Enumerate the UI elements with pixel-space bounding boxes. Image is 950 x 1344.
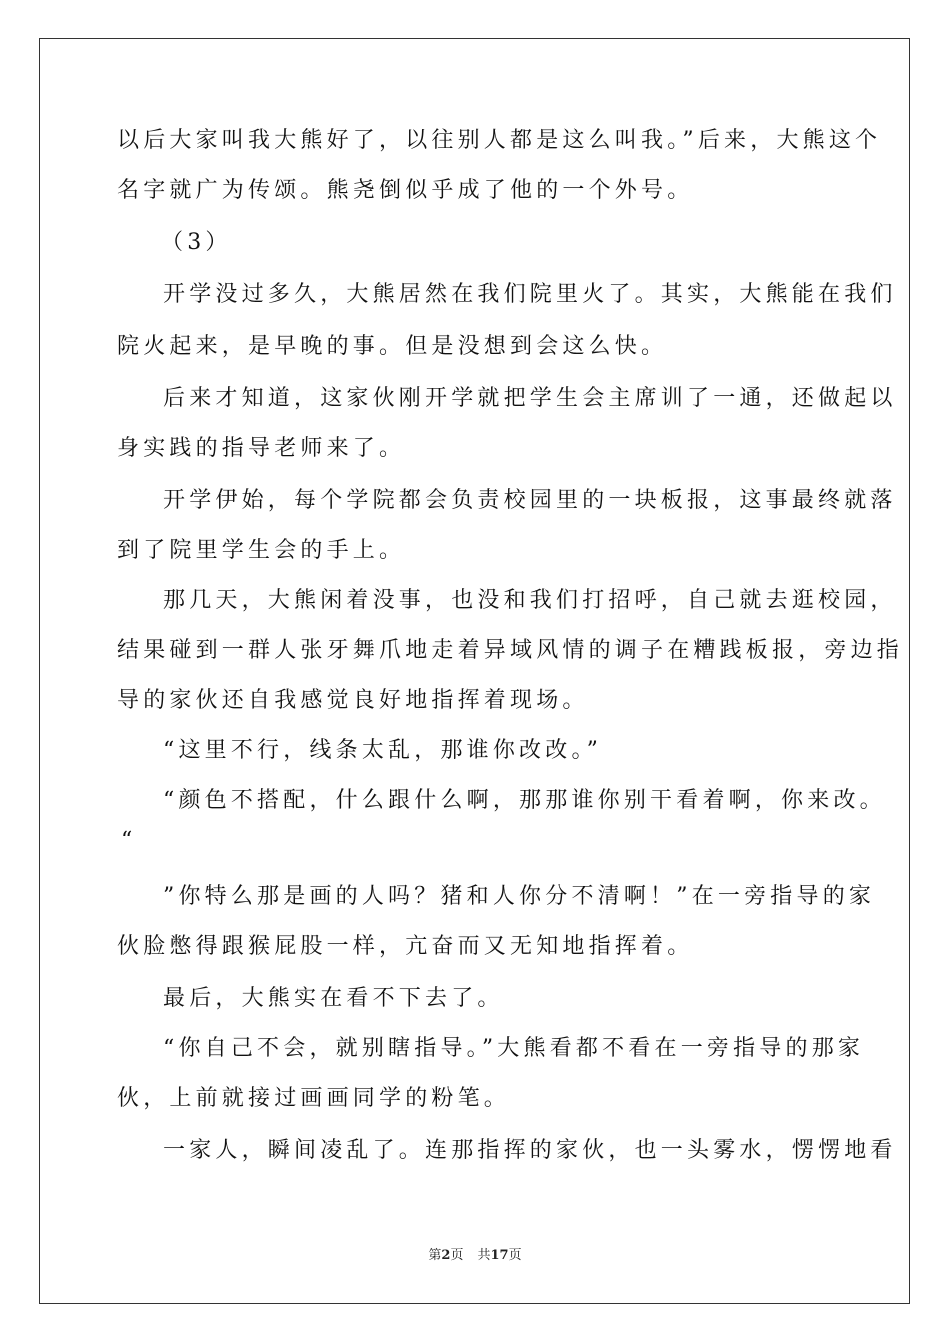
text-line: 伙，上前就接过画画同学的粉笔。 xyxy=(117,1086,511,1111)
dialogue-line: “这里不行，线条太乱，那谁你改改。” xyxy=(163,738,603,763)
page-prefix: 第 xyxy=(428,1248,442,1263)
page-suffix: 页 xyxy=(450,1248,464,1263)
text-line: 身实践的指导老师来了。 xyxy=(117,436,406,461)
text-line: 伙脸憋得跟猴屁股一样，亢奋而又无知地指挥着。 xyxy=(117,934,694,959)
dialogue-line: “颜色不搭配，什么跟什么啊，那那谁你别干看着啊，你来改。 xyxy=(163,788,886,813)
total-pages: 17 xyxy=(490,1248,509,1263)
text-line: 后来才知道，这家伙刚开学就把学生会主席训了一通，还做起以 xyxy=(163,386,897,411)
text-line: 院火起来，是早晚的事。但是没想到会这么快。 xyxy=(117,334,668,359)
text-line: 导的家伙还自我感觉良好地指挥着现场。 xyxy=(117,688,589,713)
text-line: 最后，大熊实在看不下去了。 xyxy=(163,986,504,1011)
text-line: 开学没过多久，大熊居然在我们院里火了。其实，大熊能在我们 xyxy=(163,282,897,307)
section-number: （3） xyxy=(161,230,232,255)
text-line: 开学伊始，每个学院都会负责校园里的一块板报，这事最终就落 xyxy=(163,488,897,513)
text-line: 到了院里学生会的手上。 xyxy=(117,538,406,563)
text-line: 那几天，大熊闲着没事，也没和我们打招呼，自己就去逛校园， xyxy=(163,588,897,613)
dialogue-line: ”你特么那是画的人吗？猪和人你分不清啊！”在一旁指导的家 xyxy=(163,884,876,909)
text-line: “ xyxy=(121,828,137,853)
total-prefix: 共 xyxy=(477,1248,491,1263)
total-suffix: 页 xyxy=(508,1248,522,1263)
page-footer xyxy=(0,1247,950,1265)
page-number: 2 xyxy=(441,1248,451,1263)
dialogue-line: “你自己不会，就别瞎指导。”大熊看都不看在一旁指导的那家 xyxy=(163,1036,865,1061)
text-line: 结果碰到一群人张牙舞爪地走着异域风情的调子在糟践板报，旁边指 xyxy=(117,638,904,663)
text-line: 名字就广为传颂。熊尧倒似乎成了他的一个外号。 xyxy=(117,178,694,203)
text-line: 一家人，瞬间凌乱了。连那指挥的家伙，也一头雾水，愣愣地看 xyxy=(163,1138,897,1163)
text-line: 以后大家叫我大熊好了，以往别人都是这么叫我。”后来，大熊这个 xyxy=(117,128,882,153)
